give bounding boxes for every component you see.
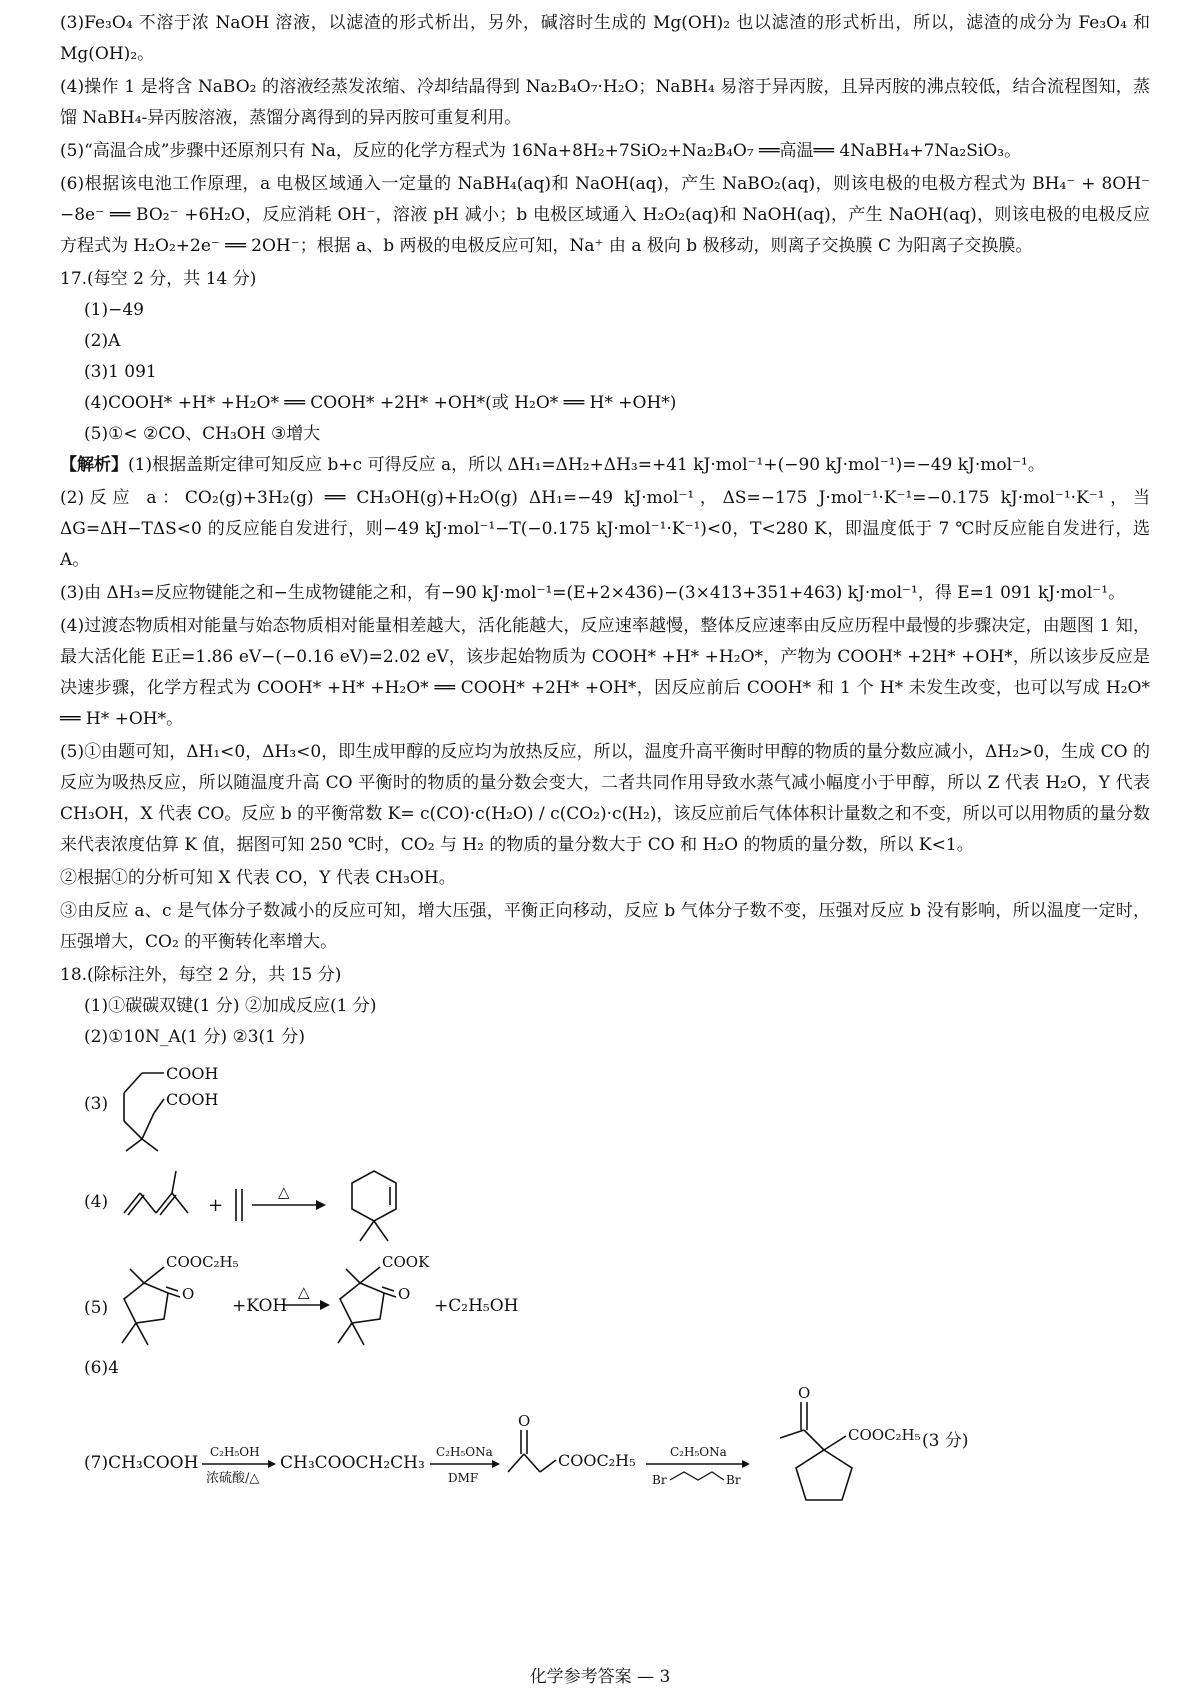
dibromobutane-chain — [670, 1472, 724, 1480]
bromide-1: Br — [652, 1473, 667, 1487]
q18-answers — [60, 991, 1150, 1534]
q17-answer-5: (5)①< ②CO、CH₃OH ③增大 — [84, 424, 321, 444]
q17-heading: 17.(每空 2 分，共 14 分) — [60, 269, 257, 289]
acetoacetate-o: O — [518, 1412, 531, 1430]
q17-analysis-5a: (5)①由题可知，ΔH₁<0，ΔH₃<0，即生成甲醇的反应均为放热反应，所以，温度升高平衡时甲醇的物质的量分数应减小，ΔH₂>0，生成 CO 的反应为吸热反应，所以随温度升高 CO 平衡时的物质的量分数会变大，二者共同作用导致水蒸气减小幅度小于甲醇，所以 Z 代表 H₂O，Y 代表 CH₃OH，X 代表 CO。反应 b 的平衡常数 K= c(CO)·c(H₂O) / c(CO₂)·c(H₂)，该反应前后气体体积计量数之和不变，所以可以用物质的量分数来代表浓度估算 K 值，据图可知 250 ℃时，CO₂ 与 H₂ 的物质的量分数大于 CO 和 H₂O 的物质的量分数，所以 K<1。 — [60, 742, 1150, 855]
q18-heading: 18.(除标注外，每空 2 分，共 15 分) — [60, 965, 342, 985]
keto-carboxylate-ring — [338, 1267, 396, 1345]
condition-2-top: C₂H₅ONa — [436, 1445, 493, 1459]
q17-answer-2: (2)A — [84, 331, 121, 351]
route-start: (7)CH₃COOH — [84, 1453, 199, 1473]
condition-1-bottom: 浓硫酸/△ — [206, 1471, 260, 1486]
acetoacetate-skeleton — [508, 1430, 556, 1472]
cooh-1: COOH — [166, 1064, 219, 1083]
label-5: (5) — [84, 1298, 109, 1318]
plus-sign: + — [208, 1195, 224, 1216]
q18-structure-5 — [84, 1253, 704, 1353]
q17-answer-1: (1)−49 — [84, 300, 144, 320]
ethanol-product: +C₂H₅OH — [434, 1296, 519, 1316]
q17-answers — [60, 295, 1150, 450]
analysis-label: 【解析】 — [60, 455, 128, 475]
acetoacetate-ester: COOC₂H₅ — [558, 1451, 636, 1470]
q18-structure-3 — [84, 1053, 384, 1153]
route-arrowhead-2 — [492, 1460, 500, 1468]
dicarboxylic-acid-skeleton — [124, 1073, 164, 1151]
q17-analysis-5c: ③由反应 a、c 是气体分子数减小的反应可知，增大压强，平衡正向移动，反应 b 气体分子数不变，压强对反应 b 没有影响，所以温度一定时，压强增大，CO₂ 的平衡转化率增大。 — [60, 901, 1150, 952]
condition-2-bottom: DMF — [448, 1471, 479, 1485]
heat-condition-5: △ — [298, 1283, 310, 1301]
ethyl-acetate: CH₃COOCH₂CH₃ — [280, 1453, 425, 1473]
score-note: (3 分) — [922, 1431, 969, 1451]
q17-analysis-1 — [60, 450, 1150, 481]
product-ketone-o: O — [798, 1384, 811, 1402]
ketone-o-2: O — [398, 1285, 411, 1303]
label-4: (4) — [84, 1192, 109, 1212]
keto-ester-ring — [122, 1267, 180, 1345]
para-q16-5: (5)“高温合成”步骤中还原剂只有 Na，反应的化学方程式为 16Na+8H₂+7SiO₂+Na₂B₄O₇ ══高温══ 4NaBH₄+7Na₂SiO₃。 — [60, 141, 1022, 161]
q17-analysis-5b: ②根据①的分析可知 X 代表 CO，Y 代表 CH₃OH。 — [60, 868, 456, 888]
q17-analysis-1-text: (1)根据盖斯定律可知反应 b+c 可得反应 a，所以 ΔH₁=ΔH₂+ΔH₃=+41 kJ·mol⁻¹+(−90 kJ·mol⁻¹)=−49 kJ·mol⁻¹。 — [128, 455, 1045, 475]
q17-answer-3: (3)1 091 — [84, 362, 157, 382]
route-arrowhead-3 — [742, 1460, 750, 1468]
q17-analysis-2: (2)反应 a：CO₂(g)+3H₂(g) ══ CH₃OH(g)+H₂O(g) ΔH₁=−49 kJ·mol⁻¹，ΔS=−175 J·mol⁻¹·K⁻¹=−0.175 kJ·mol⁻¹·K⁻¹，当 ΔG=ΔH−TΔS<0 的反应能自发进行，则−49 kJ·mol⁻¹−T(−0.175 kJ·mol⁻¹·K⁻¹)<0，T<280 K，即温度低于 7 ℃时反应能自发进行，选 A。 — [60, 488, 1150, 570]
cooh-2: COOH — [166, 1090, 219, 1109]
ester-group: COOC₂H₅ — [166, 1253, 239, 1271]
heat-condition-4: △ — [278, 1183, 290, 1201]
q18-answer-6: (6)4 — [84, 1358, 119, 1378]
bromide-2: Br — [726, 1473, 741, 1487]
q17-analysis-3: (3)由 ΔH₃=反应物键能之和−生成物键能之和，有−90 kJ·mol⁻¹=(E+2×436)−(3×413+351+463) kJ·mol⁻¹，得 E=1 091 kJ·mol⁻¹。 — [60, 583, 1126, 603]
route-arrowhead-1 — [268, 1460, 276, 1468]
page-footer: 化学参考答案 — 3 — [529, 1667, 671, 1687]
para-q16-6: (6)根据该电池工作原理，a 电极区域通入一定量的 NaBH₄(aq)和 NaOH(aq)，产生 NaBO₂(aq)，则该电极的电极方程式为 BH₄⁻ + 8OH⁻ −8e⁻ ══ BO₂⁻ +6H₂O，反应消耗 OH⁻，溶液 pH 减小；b 电极区域通入 H₂O₂(aq)和 NaOH(aq)，产生 NaOH(aq)，则该电极的电极反应方程式为 H₂O₂+2e⁻ ══ 2OH⁻；根据 a、b 两极的电极反应可知，Na⁺ 由 a 极向 b 极移动，则离子交换膜 C 为阳离子交换膜。 — [60, 174, 1150, 256]
cyclohexene-product — [352, 1171, 396, 1241]
q18-structure-4 — [84, 1153, 584, 1253]
condition-3-top: C₂H₅ONa — [670, 1445, 727, 1459]
product-ester: COOC₂H₅ — [848, 1426, 921, 1444]
arrowhead-5 — [320, 1300, 330, 1310]
label-3: (3) — [84, 1094, 109, 1114]
condition-1-top: C₂H₅OH — [210, 1445, 260, 1459]
ketone-o-1: O — [182, 1285, 195, 1303]
q18-answer-2: (2)①10N_A(1 分) ②3(1 分) — [84, 1027, 306, 1047]
koh-reagent: +KOH — [232, 1296, 288, 1316]
q17-answer-4: (4)COOH* +H* +H₂O* ══ COOH* +2H* +OH*(或 H₂O* ══ H* +OH*) — [84, 393, 677, 413]
arrowhead-4 — [316, 1200, 326, 1210]
cyclopentane-product — [780, 1402, 852, 1500]
ethylene — [236, 1189, 242, 1221]
para-q16-3: (3)Fe₃O₄ 不溶于浓 NaOH 溶液，以滤渣的形式析出，另外，碱溶时生成的 Mg(OH)₂ 也以滤渣的形式析出，所以，滤渣的成分为 Fe₃O₄ 和 Mg(OH)₂。 — [60, 13, 1150, 64]
answer-page — [60, 8, 1150, 1534]
q18-answer-1: (1)①碳碳双键(1 分) ②加成反应(1 分) — [84, 996, 377, 1016]
q17-analysis-4: (4)过渡态物质相对能量与始态物质相对能量相差越大，活化能越大，反应速率越慢，整体反应速率由反应历程中最慢的步骤决定，由题图 1 知，最大活化能 E正=1.86 eV−(−0.16 eV)=2.02 eV，该步起始物质为 COOH* +H* +H₂O*，产物为 COOH* +2H* +OH*，所以该步反应是决速步骤，化学方程式为 COOH* +H* +H₂O* ══ COOH* +2H* +OH*，因反应前后 COOH* 和 1 个 H* 未发生改变，也可以写成 H₂O* ══ H* +OH*。 — [60, 616, 1150, 729]
q18-synthesis-route — [84, 1384, 1144, 1534]
para-q16-4: (4)操作 1 是将含 NaBO₂ 的溶液经蒸发浓缩、冷却结晶得到 Na₂B₄O₇·H₂O；NaBH₄ 易溶于异丙胺，且异丙胺的沸点较低，结合流程图知，蒸馏 NaBH₄-异丙胺溶液，蒸馏分离得到的异丙胺可重复利用。 — [60, 77, 1150, 128]
diene-skeleton — [124, 1171, 188, 1215]
cook-group: COOK — [382, 1253, 430, 1271]
